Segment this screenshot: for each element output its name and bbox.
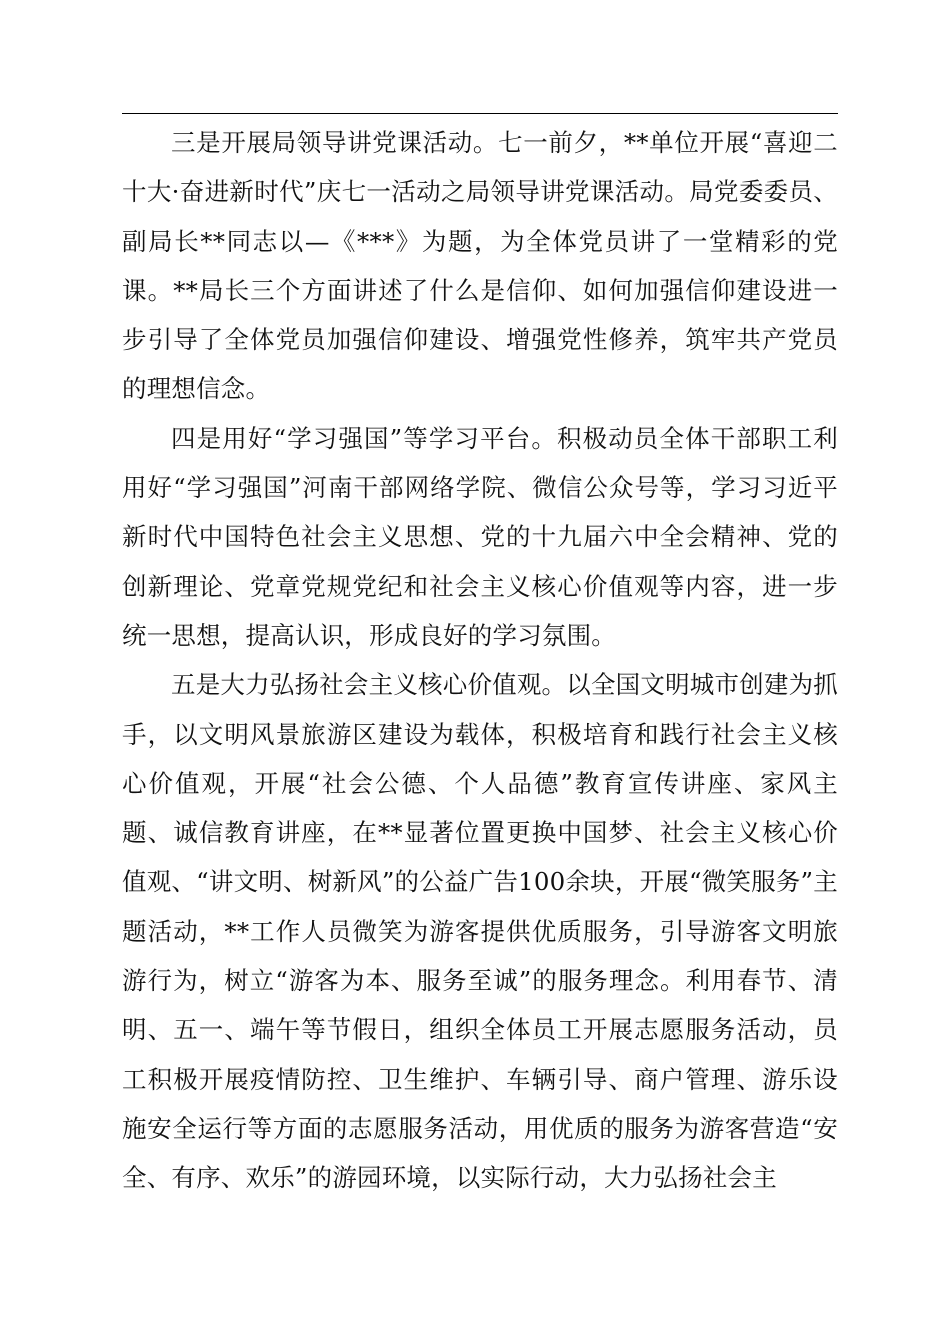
paragraph-1: 三是开展局领导讲党课活动。七一前夕，**单位开展“喜迎二十大·奋进新时代”庆七一活动之局领导讲党课活动。局党委委员、副局长**同志以—《***》为题，为全体党员讲了一堂精彩的党课。**局长三个方面讲述了什么是信仰、如何加强信仰建设进一步引导了全体党员加强信仰建设、增强党性修养，筑牢共产党员的理想信念。 xyxy=(122,128,838,404)
paragraph-2: 四是用好“学习强国”等学习平台。积极动员全体干部职工利用好“学习强国”河南干部网络学院、微信公众号等，学习习近平新时代中国特色社会主义思想、党的十九届六中全会精神、党的创新理论、党章党规党纪和社会主义核心价值观等内容，进一步统一思想，提高认识，形成良好的学习氛围。 xyxy=(122,423,838,650)
paragraph-3: 五是大力弘扬社会主义核心价值观。以全国文明城市创建为抓手，以文明风景旅游区建设为载体，积极培育和践行社会主义核心价值观，开展“社会公德、个人品德”教育宣传讲座、家风主题、诚信教育讲座，在**显著位置更换中国梦、社会主义核心价值观、“讲文明、树新风”的公益广告100余块，开展“微笑服务”主题活动，**工作人员微笑为游客提供优质服务，引导游客文明旅游行为，树立“游客为本、服务至诚”的服务理念。利用春节、清明、五一、端午等节假日，组织全体员工开展志愿服务活动，员工积极开展疫情防控、卫生维护、车辆引导、商户管理、游乐设施安全运行等方面的志愿服务活动，用优质的服务为游客营造“安全、有序、欢乐”的游园环境，以实际行动，大力弘扬社会主 xyxy=(122,670,838,1193)
document-body xyxy=(122,118,838,1203)
header-rule xyxy=(122,113,838,114)
